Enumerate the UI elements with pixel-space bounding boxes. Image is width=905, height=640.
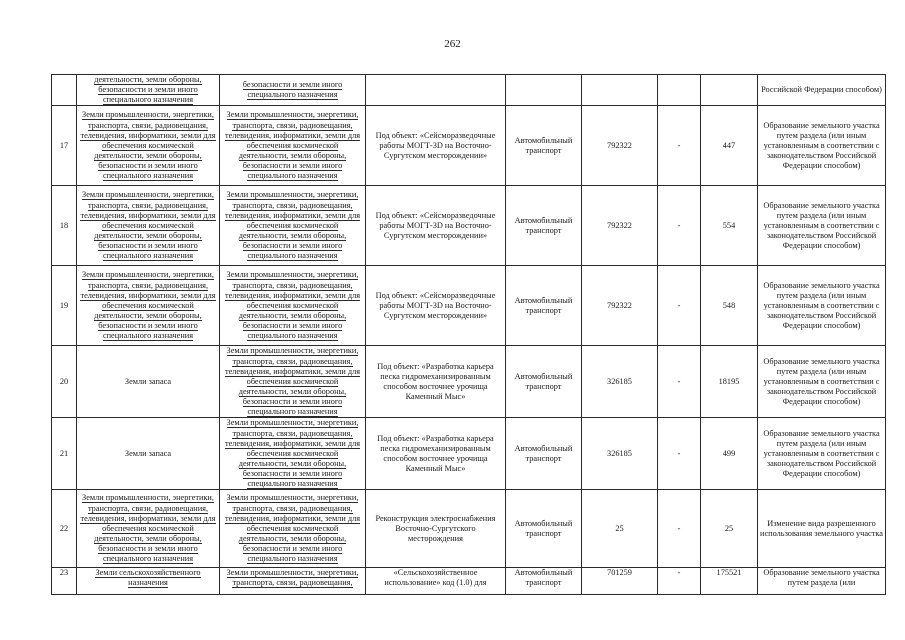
formation-method: Образование земельного участка путем раздела (или	[758, 568, 886, 595]
table-row	[52, 75, 886, 106]
current-category: Земли запаса	[77, 418, 220, 490]
row-number: 17	[52, 106, 77, 186]
current-category: Земли сельскохозяйственного назначения	[77, 568, 220, 595]
permitted-use	[506, 75, 582, 106]
object-purpose: Под объект: «Сейсморазведочные работы МОГТ-3D на Восточно-Сургутском месторождении»	[366, 186, 506, 266]
row-number: 22	[52, 490, 77, 568]
dash-cell: -	[658, 568, 701, 595]
object-purpose: Под объект: «Разработка карьера песка гидромеханизированным способом восточнее урочища Каменный Мыс»	[366, 418, 506, 490]
table-row	[52, 490, 886, 568]
plot-code: 25	[582, 490, 658, 568]
object-purpose: Реконструкция электроснабжения Восточно-Сургутского месторождения	[366, 490, 506, 568]
table-row	[52, 186, 886, 266]
plot-area: 25	[701, 490, 758, 568]
permitted-use: Автомобильный транспорт	[506, 186, 582, 266]
permitted-use: Автомобильный транспорт	[506, 490, 582, 568]
dash-cell: -	[658, 186, 701, 266]
row-number: 19	[52, 266, 77, 346]
permitted-use: Автомобильный транспорт	[506, 106, 582, 186]
plot-code: 792322	[582, 186, 658, 266]
object-purpose: Под объект: «Разработка карьера песка гидромеханизированным способом восточнее урочища Каменный Мыс»	[366, 346, 506, 418]
page-number: 262	[444, 38, 461, 50]
new-category: безопасности и земли иного специального назначения	[220, 75, 366, 106]
dash-cell: -	[658, 266, 701, 346]
table-row	[52, 106, 886, 186]
plot-area: 554	[701, 186, 758, 266]
new-category: Земли промышленности, энергетики, транспорта, связи, радиовещания, телевидения, информатики, земли для обеспечения космической деятельности, земли обороны, безопасности и земли иного специального назначения	[220, 106, 366, 186]
new-category: Земли промышленности, энергетики, транспорта, связи, радиовещания,	[220, 568, 366, 595]
plot-code: 792322	[582, 266, 658, 346]
table-row	[52, 568, 886, 595]
new-category: Земли промышленности, энергетики, транспорта, связи, радиовещания, телевидения, информатики, земли для обеспечения космической деятельности, земли обороны, безопасности и земли иного специального назначения	[220, 490, 366, 568]
new-category: Земли промышленности, энергетики, транспорта, связи, радиовещания, телевидения, информатики, земли для обеспечения космической деятельности, земли обороны, безопасности и земли иного специального назначения	[220, 186, 366, 266]
permitted-use: Автомобильный транспорт	[506, 346, 582, 418]
formation-method: Изменение вида разрешенного использования земельного участка	[758, 490, 886, 568]
plot-area: 447	[701, 106, 758, 186]
current-category: Земли промышленности, энергетики, транспорта, связи, радиовещания, телевидения, информатики, земли для обеспечения космической деятельности, земли обороны, безопасности и земли иного специального назначения	[77, 106, 220, 186]
current-category: деятельности, земли обороны, безопасности и земли иного специального назначения	[77, 75, 220, 106]
formation-method: Образование земельного участка путем раздела (или иным установленным в соответствии с законодательством Российской Федерации способом)	[758, 266, 886, 346]
current-category: Земли промышленности, энергетики, транспорта, связи, радиовещания, телевидения, информатики, земли для обеспечения космической деятельности, земли обороны, безопасности и земли иного специального назначения	[77, 490, 220, 568]
new-category: Земли промышленности, энергетики, транспорта, связи, радиовещания, телевидения, информатики, земли для обеспечения космической деятельности, земли обороны, безопасности и земли иного специального назначения	[220, 266, 366, 346]
row-number	[52, 75, 77, 106]
object-purpose: Под объект: «Сейсморазведочные работы МОГТ-3D на Восточно-Сургутском месторождении»	[366, 266, 506, 346]
plot-code: 701259	[582, 568, 658, 595]
object-purpose: «Сельскохозяйственное использование» код (1.0) для	[366, 568, 506, 595]
formation-method: Образование земельного участка путем раздела (или иным установленным в соответствии с законодательством Российской Федерации способом)	[758, 106, 886, 186]
current-category: Земли промышленности, энергетики, транспорта, связи, радиовещания, телевидения, информатики, земли для обеспечения космической деятельности, земли обороны, безопасности и земли иного специального назначения	[77, 186, 220, 266]
plot-area: 175521	[701, 568, 758, 595]
object-purpose	[366, 75, 506, 106]
formation-method: Образование земельного участка путем раздела (или иным установленным в соответствии с законодательством Российской Федерации способом)	[758, 418, 886, 490]
table-row	[52, 418, 886, 490]
formation-method: Образование земельного участка путем раздела (или иным установленным в соответствии с законодательством Российской Федерации способом)	[758, 186, 886, 266]
plot-code	[582, 75, 658, 106]
current-category: Земли промышленности, энергетики, транспорта, связи, радиовещания, телевидения, информатики, земли для обеспечения космической деятельности, земли обороны, безопасности и земли иного специального назначения	[77, 266, 220, 346]
dash-cell: -	[658, 106, 701, 186]
plot-area: 18195	[701, 346, 758, 418]
row-number: 21	[52, 418, 77, 490]
plot-code: 792322	[582, 106, 658, 186]
formation-method: Российской Федерации способом)	[758, 75, 886, 106]
table-row	[52, 266, 886, 346]
table-row	[52, 346, 886, 418]
dash-cell: -	[658, 490, 701, 568]
plot-area: 499	[701, 418, 758, 490]
plot-code: 326185	[582, 346, 658, 418]
dash-cell: -	[658, 346, 701, 418]
row-number: 18	[52, 186, 77, 266]
object-purpose: Под объект: «Сейсморазведочные работы МОГТ-3D на Восточно-Сургутском месторождении»	[366, 106, 506, 186]
permitted-use: Автомобильный транспорт	[506, 266, 582, 346]
land-plots-table	[51, 74, 886, 595]
dash-cell: -	[658, 418, 701, 490]
plot-area	[701, 75, 758, 106]
new-category: Земли промышленности, энергетики, транспорта, связи, радиовещания, телевидения, информатики, земли для обеспечения космической деятельности, земли обороны, безопасности и земли иного специального назначения	[220, 418, 366, 490]
dash-cell	[658, 75, 701, 106]
formation-method: Образование земельного участка путем раздела (или иным установленным в соответствии с законодательством Российской Федерации способом)	[758, 346, 886, 418]
plot-code: 326185	[582, 418, 658, 490]
permitted-use: Автомобильный транспорт	[506, 568, 582, 595]
row-number: 23	[52, 568, 77, 595]
plot-area: 548	[701, 266, 758, 346]
permitted-use: Автомобильный транспорт	[506, 418, 582, 490]
current-category: Земли запаса	[77, 346, 220, 418]
row-number: 20	[52, 346, 77, 418]
new-category: Земли промышленности, энергетики, транспорта, связи, радиовещания, телевидения, информатики, земли для обеспечения космической деятельности, земли обороны, безопасности и земли иного специального назначения	[220, 346, 366, 418]
